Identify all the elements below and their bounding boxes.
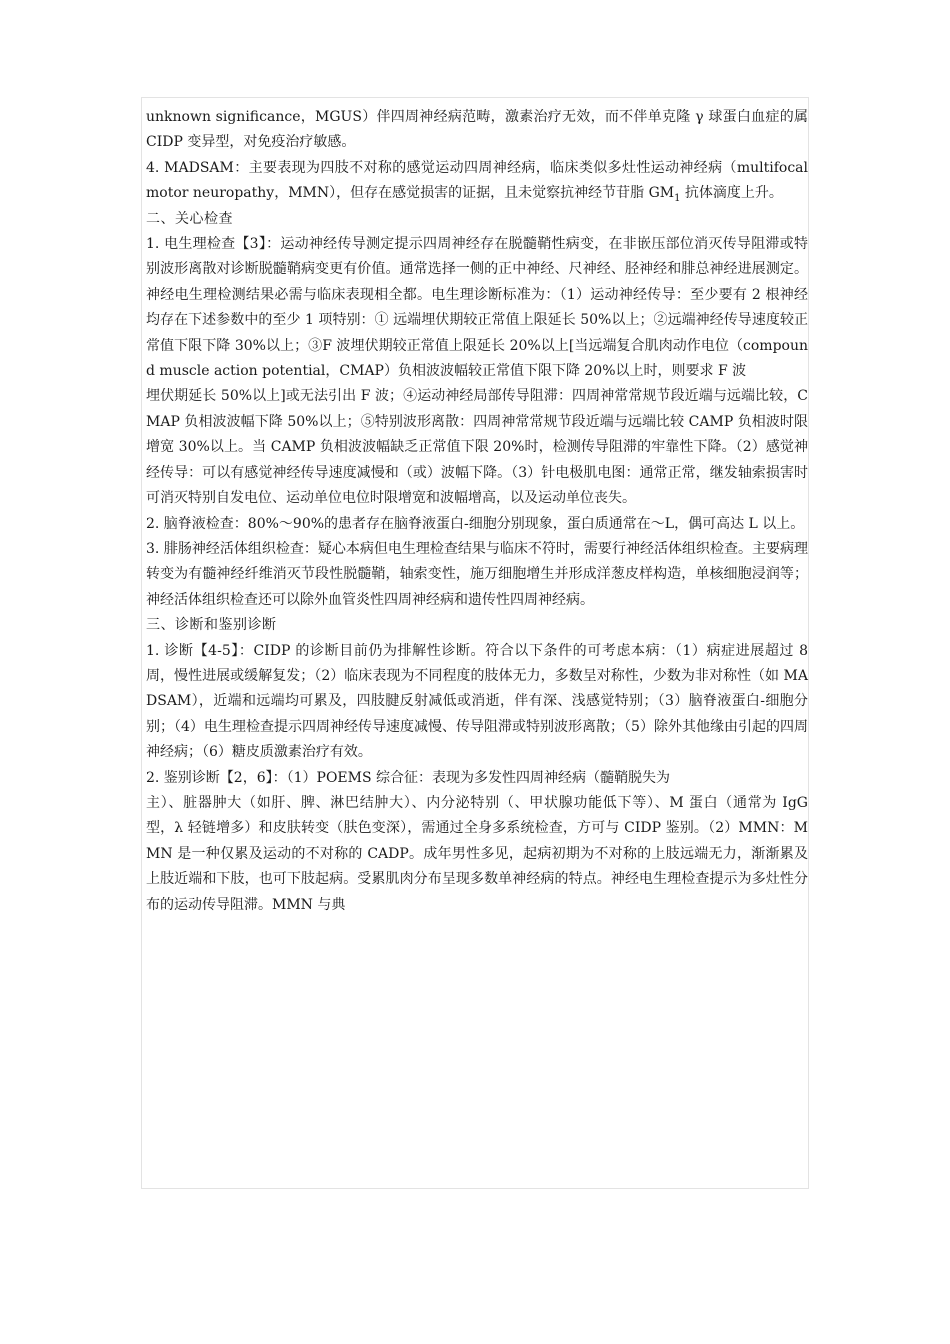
madsam-text: 4. MADSAM：主要表现为四肢不对称的感觉运动四周神经病，临床类似多灶性运动神经病（multifocal motor neuropathy，MMN），但存在感觉损害的证据，且未觉察抗神经节苷脂 GM xyxy=(146,159,808,202)
paragraph-differential-cont: 主）、脏器肿大（如肝、脾、淋巴结肿大）、内分泌特别（、甲状腺功能低下等）、M 蛋白（通常为 IgG 型，λ 轻链增多）和皮肤转变（肤色变深），需通过全身多系统检查，方可与 CIDP 鉴别。（2）MMN：MMN 是一种仅累及运动的不对称的 CADP。成年男性多见，起病初期为不对称的上肢远端无力，渐渐累及上肢近端和下肢，也可下肢起病。受累肌肉分布呈现多数单神经病的特点。神经电生理检查提示为多灶性分布的运动传导阻滞。MMN 与典 xyxy=(146,794,808,913)
document-body xyxy=(146,105,808,918)
document-page xyxy=(141,97,809,1189)
paragraph-csf: 2. 脑脊液检查：80%～90%的患者存在脑脊液蛋白-细胞分别现象，蛋白质通常在～L，偶可高达 L 以上。 xyxy=(146,515,805,532)
paragraph-diagnosis: 1. 诊断【4-5】：CIDP 的诊断目前仍为排解性诊断。符合以下条件的可考虑本病：（1）病症进展超过 8 周，慢性进展或缓解复发；（2）临床表现为不同程度的肢体无力，多数呈对称性，少数为非对称性（如 MADSAM），近端和远端均可累及，四肢腱反射减低或消逝，伴有深、浅感觉特别；（3）脑脊液蛋白-细胞分别；（4）电生理检查提示四周神经传导速度减慢、传导阻滞或特别波形离散；（5）除外其他缘由引起的四周神经病；（6）糖皮质激素治疗有效。 xyxy=(146,642,808,761)
paragraph-electrophysiology: 1. 电生理检查【3】：运动神经传导测定提示四周神经存在脱髓鞘性病变，在非嵌压部位消灭传导阻滞或特别波形离散对诊断脱髓鞘病变更有价值。通常选择一侧的正中神经、尺神经、胫神经和腓总神经进展测定。神经电生理检测结果必需与临床表现相全都。电生理诊断标准为：（1）运动神经传导：至少要有 2 根神经均存在下述参数中的至少 1 项特别：① 远端埋伏期较正常值上限延长 50%以上；②远端神经传导速度较正常值下限下降 30%以上；③F 波埋伏期较正常值上限延长 20%以上[当远端复合肌肉动作电位（compound muscle action potential，CMAP）负相波波幅较正常值下限下降 20%以上时，则要求 F 波 xyxy=(146,236,808,380)
paragraph-electrophysiology-cont: 埋伏期延长 50%以上]或无法引出 F 波；④运动神经局部传导阻滞：四周神常常规节段近端与远端比较，CMAP 负相波波幅下降 50%以上；⑤特别波形离散：四周神常常规节段近端与远端比较 CAMP 负相波时限增宽 30%以上。当 CAMP 负相波波幅缺乏正常值下限 20%时，检测传导阻滞的牢靠性下降。（2）感觉神经传导：可以有感觉神经传导速度减慢和（或）波幅下降。（3）针电极肌电图：通常正常，继发轴索损害时可消灭特别自发电位、运动单位电位时限增宽和波幅增高，以及运动单位丧失。 xyxy=(146,388,808,507)
paragraph-biopsy: 3. 腓肠神经活体组织检查：疑心本病但电生理检查结果与临床不符时，需要行神经活体组织检查。主要病理转变为有髓神经纤维消灭节段性脱髓鞘，轴索变性，施万细胞增生并形成洋葱皮样构造，单核细胞浸润等；神经活体组织检查还可以除外血管炎性四周神经病和遗传性四周神经病。 xyxy=(146,540,808,608)
paragraph-mgus: unknown significance，MGUS）伴四周神经病范畴，激素治疗无效，而不伴单克隆 γ 球蛋白血症的属 CIDP 变异型，对免疫治疗敏感。 xyxy=(146,109,808,151)
madsam-tail: 抗体滴度上升。 xyxy=(680,185,783,202)
heading-diagnosis: 三、诊断和鉴别诊断 xyxy=(146,617,277,634)
gm-subscript: 1 xyxy=(674,193,681,205)
heading-auxiliary-exam: 二、关心检查 xyxy=(146,210,233,227)
paragraph-differential: 2. 鉴别诊断【2，6】：（1）POEMS 综合征：表现为多发性四周神经病（髓鞘脱失为 xyxy=(146,769,671,786)
paragraph-madsam xyxy=(146,156,808,207)
